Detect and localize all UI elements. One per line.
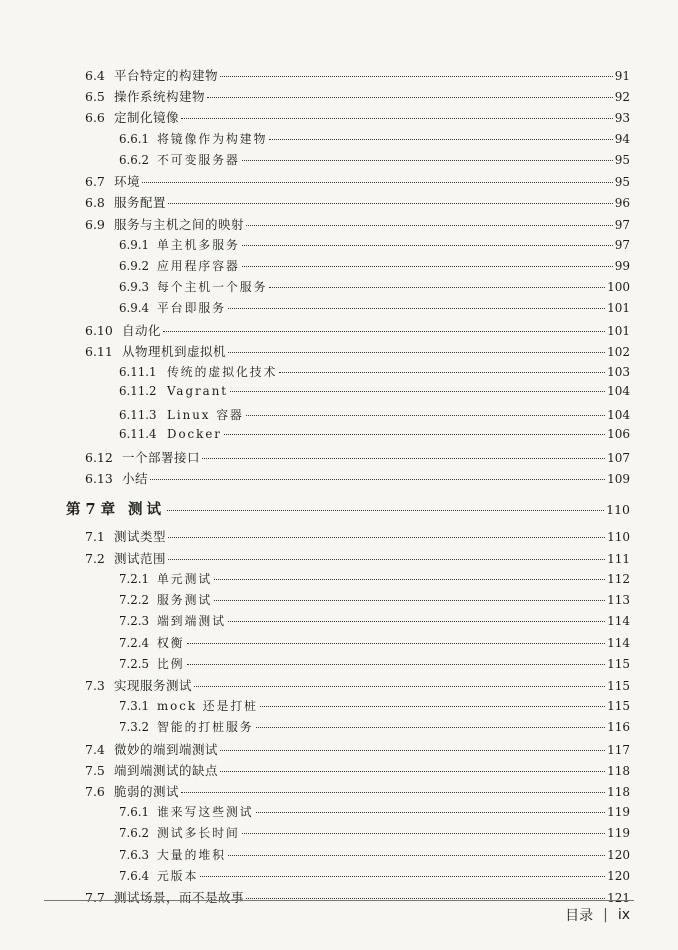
footer-page-number: ix	[617, 907, 630, 923]
dot-leader	[242, 833, 605, 834]
toc-entry-number: 6.11	[85, 343, 113, 359]
toc-entry-title: 服务配置	[114, 195, 167, 211]
toc-entry-title: 每个主机一个服务	[157, 280, 268, 295]
dot-leader	[246, 225, 613, 226]
toc-entry-title: 平台即服务	[157, 301, 226, 316]
toc-entry-number: 7.2.4	[119, 635, 150, 650]
toc-entry-page-number: 110	[606, 502, 630, 518]
toc-entry-title: 测试类型	[114, 529, 167, 545]
toc-entry-title: 单主机多服务	[157, 237, 240, 252]
toc-entry-page-number: 100	[607, 280, 630, 295]
toc-entry[interactable]	[85, 172, 630, 190]
dot-leader	[194, 686, 605, 687]
toc-entry-number: 6.11.1	[119, 365, 157, 380]
toc-entry[interactable]	[85, 108, 630, 126]
toc-entry-number: 第 7 章	[66, 501, 116, 519]
toc-entry-page-number: 115	[607, 678, 630, 693]
toc-entry-page-number: 119	[607, 805, 630, 820]
toc-entry-number: 7.6.1	[119, 805, 150, 820]
toc-entry-page-number: 107	[607, 450, 630, 465]
toc-entry-title: 元版本	[157, 868, 199, 883]
toc-entry-page-number: 97	[614, 217, 630, 232]
toc-entry-number: 7.5	[85, 762, 105, 778]
toc-entry-page-number: 106	[607, 426, 630, 441]
dot-leader	[168, 537, 605, 538]
toc-entry-number: 6.5	[85, 89, 105, 105]
toc-entry[interactable]	[85, 469, 630, 487]
toc-entry-title: 大量的堆积	[157, 847, 226, 862]
dot-leader	[207, 97, 613, 98]
toc-entry-page-number: 118	[607, 763, 630, 778]
toc-entry-title: mock 还是打桩	[157, 699, 258, 714]
toc-entry-title: 操作系统构建物	[114, 89, 206, 105]
dot-leader	[230, 391, 605, 392]
toc-entry[interactable]	[85, 761, 630, 779]
dot-leader	[228, 855, 605, 856]
toc-entry-page-number: 96	[614, 196, 630, 211]
dot-leader	[260, 706, 605, 707]
toc-entry-page-number: 112	[607, 571, 630, 586]
toc-entry-title: Docker	[167, 426, 222, 441]
toc-entry[interactable]	[85, 87, 630, 105]
toc-entry[interactable]	[119, 718, 630, 735]
toc-entry-page-number: 102	[607, 344, 630, 359]
toc-entry-page-number: 117	[607, 742, 630, 757]
footer-divider	[44, 900, 634, 901]
dot-leader	[228, 308, 605, 309]
toc-entry-title: 服务测试	[157, 593, 213, 608]
dot-leader	[256, 812, 606, 813]
toc-entry[interactable]	[85, 740, 630, 758]
toc-entry-page-number: 104	[607, 407, 630, 422]
toc-entry-title: 比例	[157, 656, 185, 671]
toc-entry-number: 6.6.2	[119, 152, 150, 167]
toc-entry[interactable]	[119, 634, 630, 651]
toc-entry-number: 7.1	[85, 529, 105, 545]
toc-entry-page-number: 116	[607, 720, 630, 735]
toc-entry-title: 权衡	[157, 635, 185, 650]
toc-entry-title: 定制化镜像	[114, 110, 180, 126]
toc-entry[interactable]	[85, 321, 630, 339]
toc-entry[interactable]	[85, 342, 630, 360]
toc-entry[interactable]	[119, 151, 630, 168]
toc-entry[interactable]	[85, 448, 630, 466]
toc-entry-page-number: 103	[607, 365, 630, 380]
toc-entry-number: 7.2.5	[119, 656, 150, 671]
dot-leader	[279, 372, 605, 373]
toc-entry-title: 单元测试	[157, 571, 213, 586]
dot-leader	[200, 876, 605, 877]
toc-entry[interactable]	[85, 193, 630, 211]
toc-entry-number: 7.6.3	[119, 847, 150, 862]
dot-leader	[168, 559, 605, 560]
toc-entry-title: 测试	[128, 501, 165, 519]
toc-entry-number: 6.11.2	[119, 384, 157, 399]
toc-entry-title: 从物理机到虚拟机	[122, 343, 227, 359]
toc-entry-title: 平台特定的构建物	[114, 68, 219, 83]
dot-leader	[228, 352, 605, 353]
toc-entry-number: 6.9.4	[119, 301, 150, 316]
toc-entry-number: 6.6	[85, 110, 105, 126]
toc-entry[interactable]	[119, 697, 630, 714]
toc-entry-page-number: 111	[607, 551, 630, 566]
toc-entry[interactable]	[119, 278, 630, 295]
toc-entry-page-number: 95	[614, 175, 630, 190]
dot-leader	[167, 510, 604, 511]
toc-entry-number: 6.6.1	[119, 131, 150, 146]
toc-entry[interactable]	[119, 803, 630, 820]
toc-entry-page-number: 118	[607, 785, 630, 800]
dot-leader	[214, 600, 605, 601]
toc-entry-page-number: 120	[607, 847, 630, 862]
toc-entry-number: 7.6.4	[119, 868, 150, 883]
toc-entry-number: 7.2	[85, 550, 105, 566]
toc-entry-title: 小结	[122, 471, 149, 487]
toc-entry-page-number: 115	[607, 699, 630, 714]
toc-entry-title: 实现服务测试	[114, 677, 193, 693]
toc-entry-title: 一个部署接口	[122, 449, 201, 465]
toc-entry-title: 服务与主机之间的映射	[114, 216, 245, 232]
dot-leader	[220, 76, 613, 77]
toc-entry-page-number: 99	[614, 258, 630, 273]
toc-entry-title: 自动化	[122, 322, 162, 338]
toc-entry-page-number: 91	[614, 69, 630, 83]
toc-entry-title: 环境	[114, 174, 141, 190]
toc-entry-page-number: 110	[607, 530, 630, 545]
toc-entry-title: 谁来写这些测试	[157, 805, 254, 820]
toc-entry-number: 6.9.2	[119, 258, 150, 273]
toc-entry-title: 测试多长时间	[157, 826, 240, 841]
toc-entry-number: 7.3.1	[119, 699, 150, 714]
toc-entry-page-number: 104	[607, 384, 630, 399]
dot-leader	[242, 266, 613, 267]
toc-entry-page-number: 101	[607, 301, 630, 316]
toc-entry-number: 6.12	[85, 449, 113, 465]
dot-leader	[256, 727, 606, 728]
toc-entry[interactable]	[119, 236, 630, 253]
toc-entry-number: 6.8	[85, 195, 105, 211]
toc-entry[interactable]	[119, 299, 630, 316]
toc-chapter-heading[interactable]	[66, 498, 630, 519]
dot-leader	[168, 203, 613, 204]
toc-entry-title: Vagrant	[167, 384, 229, 399]
toc-entry[interactable]	[85, 66, 630, 84]
dot-leader	[242, 160, 613, 161]
dot-leader	[142, 182, 613, 183]
toc-entry[interactable]	[119, 427, 630, 441]
toc-entry[interactable]	[85, 888, 630, 906]
toc-entry[interactable]	[85, 527, 630, 545]
toc-entry[interactable]	[85, 549, 630, 567]
toc-entry-page-number: 94	[614, 131, 630, 146]
dot-leader	[163, 331, 605, 332]
toc-entry-page-number: 114	[607, 635, 630, 650]
toc-entry-page-number: 109	[607, 472, 630, 487]
dot-leader	[220, 771, 605, 772]
toc-entry-title: 不可变服务器	[157, 152, 240, 167]
toc-entry-page-number: 120	[607, 868, 630, 883]
toc-entry[interactable]	[119, 824, 630, 841]
footer-section-label: 目录	[565, 908, 594, 924]
toc-entry-page-number: 113	[607, 593, 630, 608]
toc-entry-number: 6.9	[85, 216, 105, 232]
toc-entry[interactable]	[119, 612, 630, 629]
dot-leader	[187, 643, 605, 644]
toc-entry[interactable]	[119, 384, 630, 398]
dot-leader	[246, 898, 605, 899]
toc-entry-title: 应用程序容器	[157, 258, 240, 273]
dot-leader	[228, 621, 605, 622]
toc-entry-number: 7.6.2	[119, 826, 150, 841]
toc-entry[interactable]	[119, 257, 630, 274]
toc-entry-number: 6.7	[85, 174, 105, 190]
toc-entry[interactable]	[119, 655, 630, 672]
page-footer	[565, 905, 630, 925]
dot-leader	[220, 750, 605, 751]
toc-entry-number: 7.6	[85, 784, 105, 800]
dot-leader	[202, 458, 605, 459]
dot-leader	[181, 792, 605, 793]
toc-entry-title: 微妙的端到端测试	[114, 741, 219, 757]
toc-entry-page-number: 121	[607, 891, 630, 906]
dot-leader	[150, 479, 605, 480]
toc-entry-title: 脆弱的测试	[114, 784, 180, 800]
toc-entry-number: 6.4	[85, 68, 105, 83]
toc-entry[interactable]	[119, 570, 630, 587]
toc-entry-title: Linux 容器	[167, 407, 244, 422]
dot-leader	[242, 245, 613, 246]
toc-entry-number: 7.2.1	[119, 571, 150, 586]
toc-entry-number: 7.3	[85, 677, 105, 693]
toc-entry-page-number: 97	[614, 237, 630, 252]
toc-entry-page-number: 114	[607, 614, 630, 629]
dot-leader	[246, 415, 605, 416]
toc-entry[interactable]	[85, 215, 630, 233]
toc-entry-page-number: 92	[614, 90, 630, 105]
dot-leader	[224, 434, 605, 435]
toc-entry[interactable]	[119, 130, 630, 147]
toc-entry-title: 测试范围	[114, 550, 167, 566]
toc-entry-title: 传统的虚拟化技术	[167, 365, 278, 380]
dot-leader	[187, 664, 605, 665]
toc-entry-number: 6.9.3	[119, 280, 150, 295]
dot-leader	[181, 118, 613, 119]
toc-entry-number: 6.11.4	[119, 426, 157, 441]
toc-entry[interactable]	[85, 676, 630, 694]
toc-entry-number: 7.2.3	[119, 614, 150, 629]
toc-entry[interactable]	[119, 591, 630, 608]
toc-entry-page-number: 115	[607, 656, 630, 671]
dot-leader	[269, 287, 605, 288]
footer-separator: |	[603, 907, 608, 923]
toc-entry[interactable]	[119, 867, 630, 884]
toc-entry[interactable]	[85, 782, 630, 800]
toc-entry-page-number: 119	[607, 826, 630, 841]
toc-entry-page-number: 101	[607, 323, 630, 338]
dot-leader	[269, 139, 612, 140]
toc-entry-page-number: 95	[614, 152, 630, 167]
toc-entry-title: 测试场景，而不是故事	[114, 890, 245, 906]
toc-entry[interactable]	[119, 846, 630, 863]
toc-entry-number: 7.4	[85, 741, 105, 757]
toc-entry[interactable]	[119, 363, 630, 380]
toc-entry-number: 6.9.1	[119, 237, 150, 252]
toc-entry-title: 智能的打桩服务	[157, 720, 254, 735]
toc-entry-number: 6.13	[85, 471, 113, 487]
toc-entry-number: 6.10	[85, 322, 113, 338]
toc-entry-number: 7.3.2	[119, 720, 150, 735]
toc-entry[interactable]	[119, 406, 630, 423]
toc-entry-number: 7.7	[85, 890, 105, 906]
dot-leader	[214, 579, 605, 580]
toc-entry-number: 7.2.2	[119, 593, 150, 608]
toc-entry-number: 6.11.3	[119, 407, 157, 422]
toc-entry-title: 将镜像作为构建物	[157, 131, 268, 146]
toc-entry-title: 端到端测试	[157, 614, 226, 629]
toc-entry-title: 端到端测试的缺点	[114, 762, 219, 778]
toc-entry-page-number: 93	[614, 111, 630, 126]
